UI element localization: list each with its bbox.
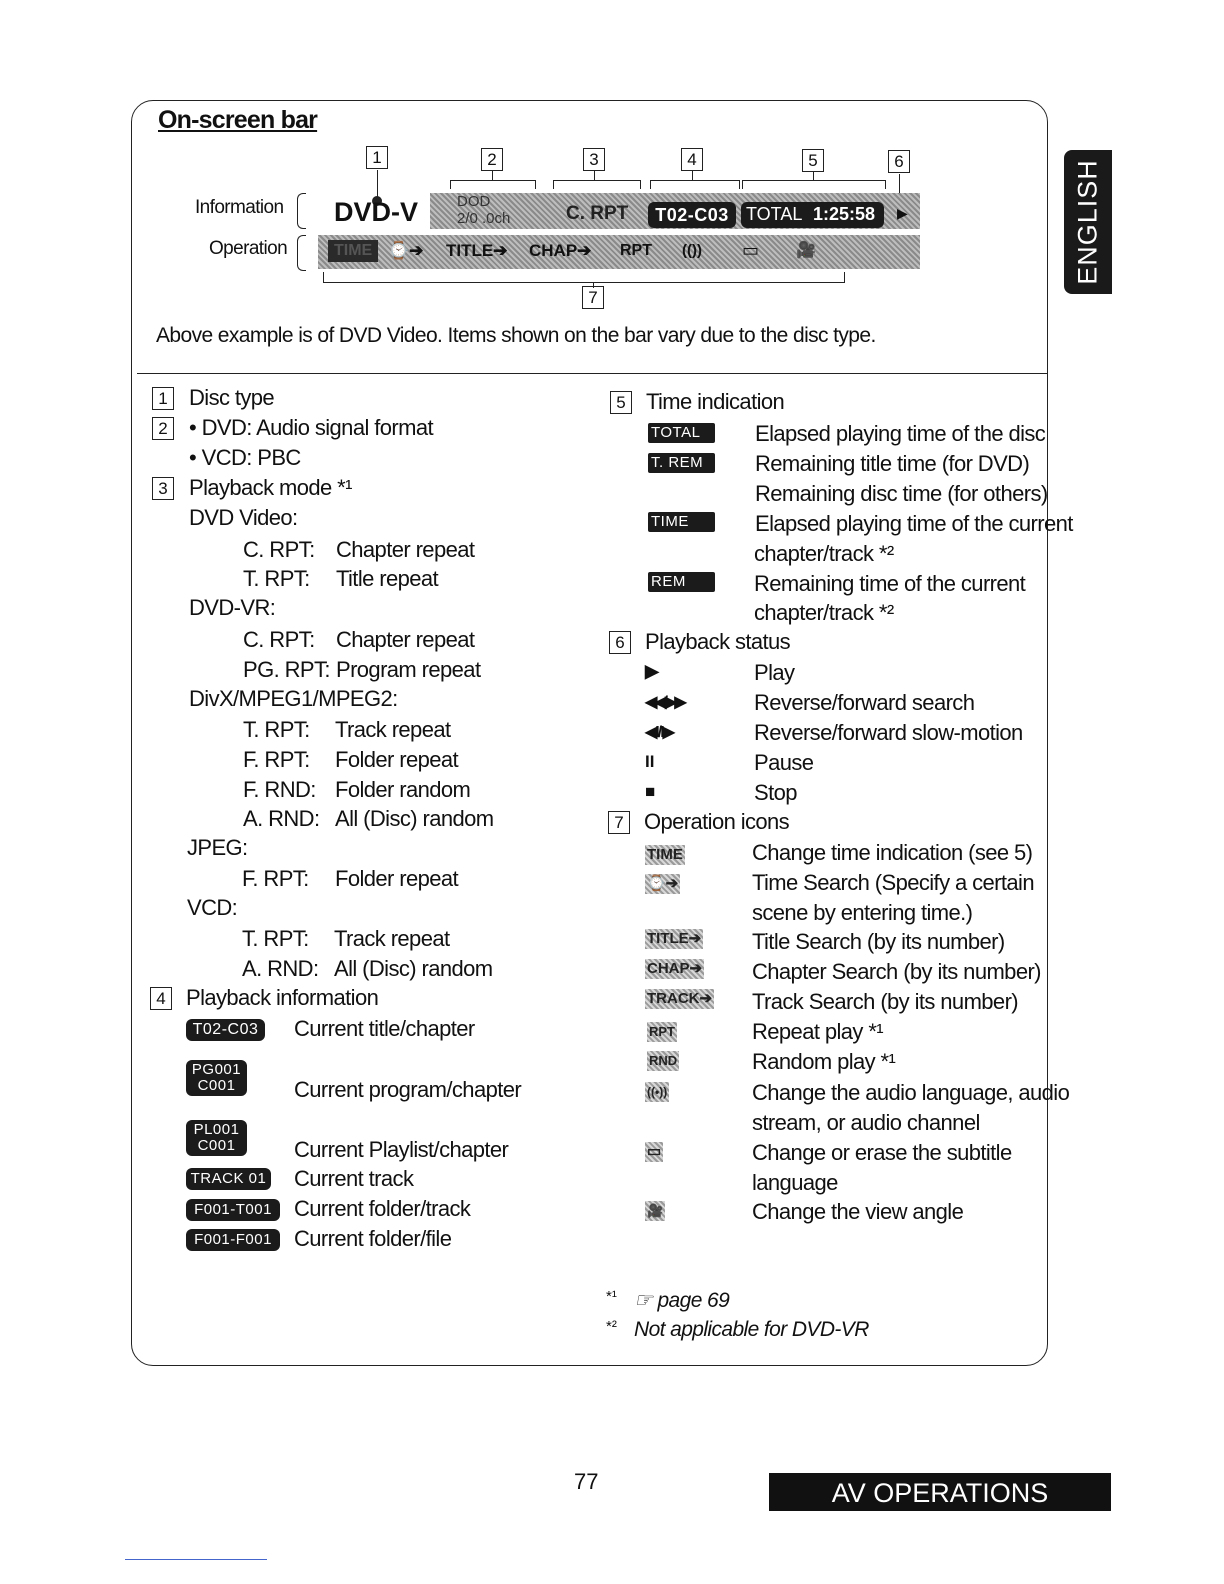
status-desc: Stop	[754, 780, 797, 805]
total-label: TOTAL	[746, 204, 803, 224]
search-icon: ◀◀/▶▶	[645, 694, 684, 711]
status-desc: Reverse/forward search	[754, 690, 975, 715]
bracket-4	[650, 180, 740, 189]
playback-mode-display: C. RPT	[566, 203, 629, 224]
op-chap-button[interactable]: CHAP➔	[529, 241, 592, 260]
op-time-search-button[interactable]: ⌚➔	[388, 241, 424, 260]
time-indication-heading: Time indication	[646, 389, 785, 414]
time-op-icon: TIME	[647, 846, 683, 863]
language-tab-label: ENGLISH	[1072, 159, 1103, 285]
leader-line-2	[492, 171, 493, 181]
leader-line-4	[692, 171, 693, 181]
bottom-rule	[125, 1559, 267, 1560]
stop-icon: ■	[645, 782, 656, 801]
info-text: Current folder/track	[294, 1196, 471, 1221]
group-divx-mpeg: DivX/MPEG1/MPEG2:	[189, 686, 398, 711]
op-time-button[interactable]: TIME	[328, 240, 378, 262]
status-desc: Pause	[754, 750, 814, 775]
mode-key: T. RPT:	[243, 566, 310, 591]
bracket-2	[450, 180, 536, 189]
mode-value: All (Disc) random	[335, 806, 494, 831]
op-audio-button[interactable]: (())	[682, 242, 702, 259]
mode-value: Title repeat	[336, 566, 439, 591]
total-time: 1:25:58	[813, 204, 876, 224]
mode-value: Chapter repeat	[336, 537, 475, 562]
op-subtitle-button[interactable]: ▭	[742, 240, 760, 260]
mode-key: F. RND:	[243, 777, 316, 802]
time-badge: TIME	[648, 512, 715, 532]
item-4-number: 4	[150, 987, 172, 1010]
chapter-display: T02-C03	[648, 202, 736, 228]
dvd-audio-format: • DVD: Audio signal format	[189, 415, 433, 440]
op-desc: Change the view angle	[752, 1199, 964, 1224]
op-desc: Change or erase the subtitle	[752, 1140, 1012, 1165]
info-text: Current Playlist/chapter	[294, 1137, 509, 1162]
info-badge: T02-C03	[186, 1019, 265, 1041]
group-dvd-video: DVD Video:	[189, 505, 298, 530]
pause-icon: II	[645, 752, 655, 771]
audio-format-top: DOD	[457, 193, 491, 210]
mode-key: T. RPT:	[242, 926, 309, 951]
info-badge: F001-T001	[186, 1199, 280, 1221]
operation-row-label: Operation	[209, 238, 288, 259]
info-text: Current program/chapter	[294, 1077, 522, 1102]
item-5-number: 5	[610, 391, 632, 414]
info-badge: TRACK 01	[186, 1168, 271, 1190]
audio-icon: ((•))	[645, 1082, 669, 1102]
time-desc: Remaining title time (for DVD)	[755, 451, 1030, 476]
footnote-mark: *¹	[606, 1288, 617, 1305]
title-search-icon: TITLE➔	[647, 930, 702, 947]
bracket-5	[742, 180, 886, 189]
info-badge: PL001 C001	[186, 1120, 247, 1156]
audio-format-bottom: 2/0 .0ch	[457, 210, 511, 227]
time-desc: chapter/track *²	[754, 600, 894, 625]
mode-value: Folder repeat	[335, 747, 459, 772]
disc-type-display: DVD-V	[334, 197, 419, 227]
time-desc: Remaining time of the current	[754, 571, 1026, 596]
mode-key: F. RPT:	[242, 866, 309, 891]
playback-status-display: ▶	[897, 205, 908, 221]
subtitle-icon: ▭	[647, 1143, 662, 1160]
op-desc: Change time indication (see 5)	[752, 840, 1033, 865]
info-text: Current track	[294, 1166, 414, 1191]
section-footer-label: AV OPERATIONS	[831, 1478, 1049, 1508]
callout-6: 6	[888, 150, 910, 173]
diagram-caption: Above example is of DVD Video. Items shown on the bar vary due to the disc type.	[156, 324, 876, 347]
op-desc: Repeat play *¹	[752, 1019, 884, 1044]
slow-motion-icon: ◀I/I▶	[645, 724, 673, 741]
op-rpt-button[interactable]: RPT	[620, 242, 652, 259]
op-angle-button[interactable]: 🎥	[796, 242, 816, 259]
time-desc: Elapsed playing time of the disc	[755, 421, 1046, 446]
information-brace	[297, 193, 306, 229]
op-desc: Track Search (by its number)	[752, 989, 1019, 1014]
disc-type-heading: Disc type	[189, 385, 275, 410]
vcd-pbc: • VCD: PBC	[189, 445, 301, 470]
random-icon: RND	[647, 1051, 679, 1071]
mode-value: Track repeat	[335, 717, 451, 742]
operation-icons-heading: Operation icons	[644, 809, 790, 834]
op-desc: language	[752, 1170, 838, 1195]
leader-line-3	[594, 171, 595, 181]
time-badge: T. REM	[648, 453, 715, 473]
mode-value: Program repeat	[336, 657, 481, 682]
footnote-text: Not applicable for DVD-VR	[634, 1318, 869, 1341]
op-desc: Time Search (Specify a certain	[752, 870, 1034, 895]
item-6-number: 6	[609, 631, 631, 654]
mode-key: A. RND:	[243, 806, 320, 831]
mode-value: Track repeat	[334, 926, 450, 951]
callout-7: 7	[582, 286, 604, 309]
mode-value: Folder repeat	[335, 866, 459, 891]
item-1-number: 1	[152, 387, 174, 410]
time-desc: Remaining disc time (for others)	[755, 481, 1048, 506]
mode-key: A. RND:	[242, 956, 319, 981]
section-title: On-screen bar	[158, 106, 318, 134]
mode-value: Folder random	[335, 777, 471, 802]
item-7-number: 7	[608, 811, 630, 834]
callout-2: 2	[481, 148, 503, 171]
angle-icon: 🎥	[645, 1201, 665, 1221]
op-desc: Random play *¹	[752, 1049, 896, 1074]
time-badge: REM	[648, 572, 715, 592]
info-badge: F001-F001	[186, 1229, 280, 1251]
mode-value: Chapter repeat	[336, 627, 475, 652]
operation-brace	[297, 235, 306, 271]
bracket-3	[553, 180, 641, 189]
playback-info-heading: Playback information	[186, 985, 379, 1010]
mode-key: T. RPT:	[243, 717, 310, 742]
footnote-mark: *²	[606, 1318, 617, 1335]
chapter-search-icon: CHAP➔	[647, 960, 703, 977]
playback-mode-heading: Playback mode *¹	[189, 475, 352, 500]
info-text: Current folder/file	[294, 1226, 452, 1251]
mode-value: All (Disc) random	[334, 956, 493, 981]
group-dvd-vr: DVD-VR:	[189, 595, 276, 620]
mode-key: C. RPT:	[243, 627, 315, 652]
language-tab	[1064, 150, 1112, 294]
group-vcd: VCD:	[187, 895, 238, 920]
item-3-number: 3	[152, 477, 174, 500]
callout-3: 3	[583, 148, 605, 171]
op-desc: scene by entering time.)	[752, 900, 973, 925]
group-jpeg: JPEG:	[187, 835, 248, 860]
info-text: Current title/chapter	[294, 1016, 475, 1041]
mode-key: C. RPT:	[243, 537, 315, 562]
mode-key: F. RPT:	[243, 747, 310, 772]
callout-4: 4	[681, 148, 703, 171]
time-desc: Elapsed playing time of the current	[755, 511, 1073, 536]
op-title-button[interactable]: TITLE➔	[446, 241, 508, 260]
op-desc: stream, or audio channel	[752, 1110, 980, 1135]
information-row-label: Information	[195, 197, 284, 218]
footnote-text: ☞ page 69	[634, 1289, 730, 1312]
time-desc: chapter/track *²	[754, 541, 894, 566]
leader-line-7	[593, 282, 594, 288]
item-2-number: 2	[152, 417, 174, 440]
page-number: 77	[574, 1469, 599, 1494]
leader-line-5	[813, 172, 814, 181]
section-footer-band	[769, 1473, 1111, 1511]
track-search-icon: TRACK➔	[647, 990, 713, 1007]
panel-divider	[137, 373, 1047, 374]
time-badge: TOTAL	[648, 423, 715, 443]
mode-key: PG. RPT:	[243, 657, 330, 682]
callout-5: 5	[802, 149, 824, 172]
status-desc: Play	[754, 660, 795, 685]
op-desc: Chapter Search (by its number)	[752, 959, 1041, 984]
op-desc: Title Search (by its number)	[752, 929, 1005, 954]
playback-status-heading: Playback status	[645, 629, 791, 654]
op-desc: Change the audio language, audio	[752, 1080, 1070, 1105]
bracket-7	[323, 272, 845, 283]
time-search-icon: ⌚➔	[647, 875, 679, 892]
repeat-icon: RPT	[647, 1022, 677, 1042]
play-icon: ▶	[645, 661, 659, 681]
callout-1: 1	[366, 146, 388, 169]
status-desc: Reverse/forward slow-motion	[754, 720, 1023, 745]
info-badge: PG001 C001	[186, 1060, 247, 1096]
